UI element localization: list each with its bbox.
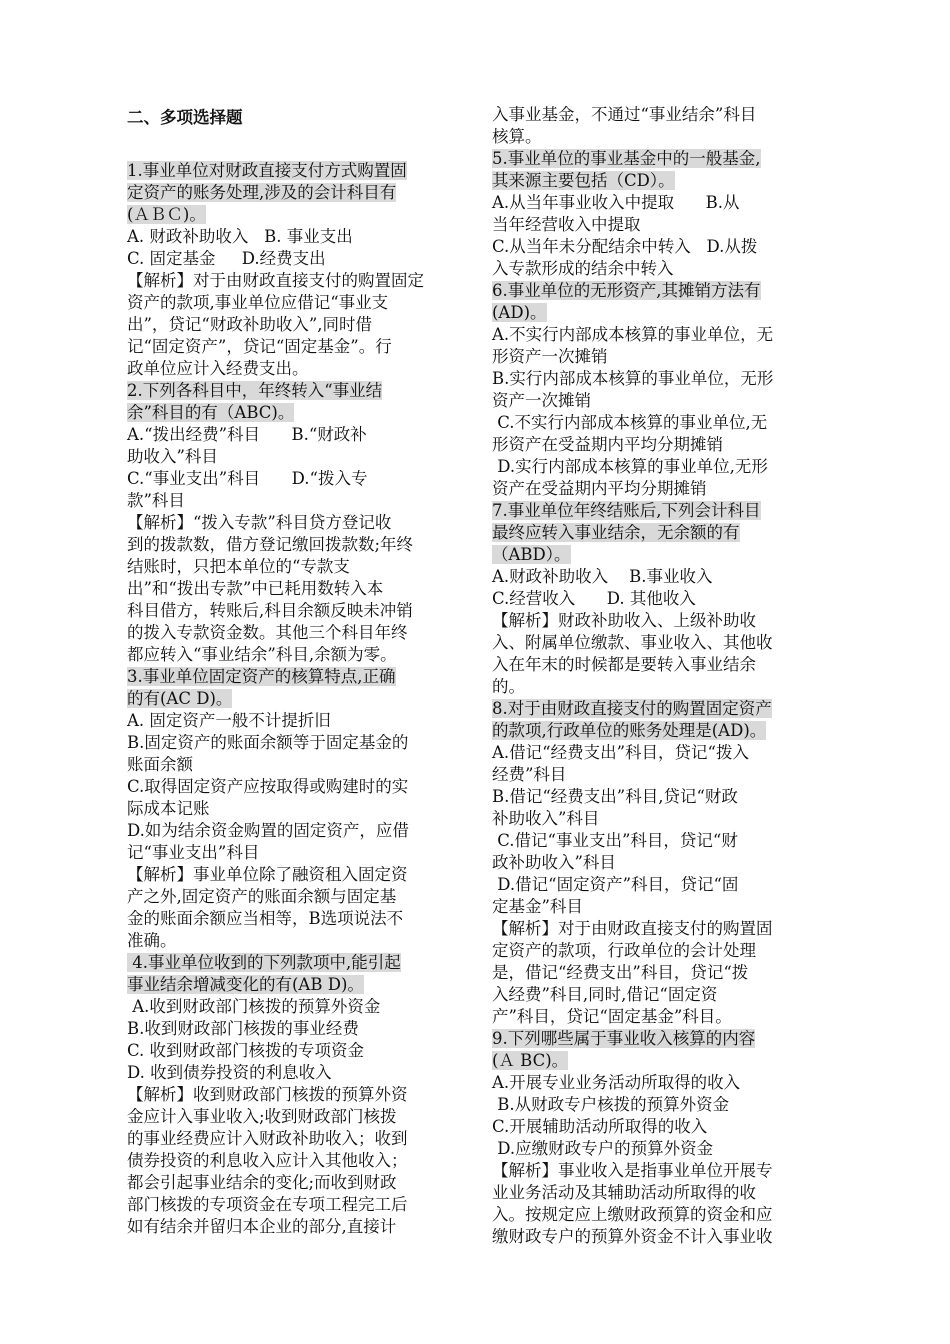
body-text-line: B.实行内部成本核算的事业单位，无形 (492, 369, 774, 388)
left-column (127, 160, 457, 1238)
question-text-line: 9.下列哪些属于事业收入核算的内容 (492, 1029, 756, 1048)
body-text-line: A. 财政补助收入 B. 事业支出 (127, 227, 353, 246)
body-text-line: 款”科目 (127, 491, 185, 510)
body-text-line: 【解析】财政补助收入、上级补助收 (492, 611, 756, 630)
body-text-line: 账面余额 (127, 755, 193, 774)
body-text-line: 形资产一次摊销 (492, 347, 608, 366)
question-text-line: 7.事业单位年终结账后,下列会计科目 (492, 501, 761, 520)
body-text-line: 助收入”科目 (127, 447, 218, 466)
question-text-line: 余”科目的有（ABC)。 (127, 403, 295, 422)
section-heading: 二、多项选择题 (127, 108, 243, 127)
body-text-line: B.借记“经费支出”科目,贷记“财政 (492, 787, 738, 806)
body-text-line: 出”和“拨出专款”中已耗用数转入本 (127, 579, 384, 598)
body-text-line: 【解析】事业单位除了融资租入固定资 (127, 865, 408, 884)
body-text-line: 准确。 (127, 931, 177, 950)
body-text-line: 结账时，只把本单位的“专款支 (127, 557, 350, 576)
body-text-line: 的。 (492, 677, 525, 696)
body-text-line: C.从当年未分配结余中转入 D.从拨 (492, 237, 758, 256)
body-text-line: 入事业基金，不通过“事业结余”科目 (492, 105, 757, 124)
body-text-line: 形资产在受益期内平均分期摊销 (492, 435, 723, 454)
body-text-line: 的拨入专款资金数。其他三个科目年终 (127, 623, 408, 642)
body-text-line: 记“事业支出”科目 (127, 843, 260, 862)
body-text-line: C.经营收入 D. 其他收入 (492, 589, 696, 608)
body-text-line: A.收到财政部门核拨的预算外资金 (127, 997, 381, 1016)
body-text-line: C. 固定基金 D.经费支出 (127, 249, 326, 268)
question-text-line: 事业结余增减变化的有(AB D)。 (127, 975, 364, 994)
question-text-line: (ＡＢＣ)。 (127, 205, 206, 224)
body-text-line: D.如为结余资金购置的固定资产，应借 (127, 821, 409, 840)
body-text-line: A. 固定资产一般不计提折旧 (127, 711, 331, 730)
question-text-line: 其来源主要包括（CD）。 (492, 171, 675, 190)
question-text-line: 8.对于由财政直接支付的购置固定资产 (492, 699, 772, 718)
body-text-line: 产”科目，贷记“固定基金”科目。 (492, 1007, 732, 1026)
body-text-line: A.“拨出经费”科目 B.“财政补 (127, 425, 367, 444)
body-text-line: B.固定资产的账面余额等于固定基金的 (127, 733, 409, 752)
body-text-line: 核算。 (492, 127, 542, 146)
body-text-line: 都会引起事业结余的变化;而收到财政 (127, 1173, 397, 1192)
body-text-line: C.“事业支出”科目 D.“拨入专 (127, 469, 368, 488)
body-text-line: A.开展专业业务活动所取得的收入 (492, 1073, 741, 1092)
body-text-line: A.财政补助收入 B.事业收入 (492, 567, 713, 586)
body-text-line: 【解析】“拨入专款”科目贷方登记收 (127, 513, 392, 532)
question-text-line: 3.事业单位固定资产的核算特点,正确 (127, 667, 396, 686)
body-text-line: 出”，贷记“财政补助收入”,同时借 (127, 315, 373, 334)
body-text-line: 补助收入”科目 (492, 809, 600, 828)
body-text-line: 定基金”科目 (492, 897, 583, 916)
body-text-line: 当年经营收入中提取 (492, 215, 641, 234)
body-text-line: 入、附属单位缴款、事业收入、其他收 (492, 633, 773, 652)
body-text-line: C.借记“事业支出”科目，贷记“财 (492, 831, 738, 850)
body-text-line: 部门核拨的专项资金在专项工程完工后 (127, 1195, 408, 1214)
body-text-line: 【解析】对于由财政直接支付的购置固 (492, 919, 773, 938)
body-text-line: A.从当年事业收入中提取 B.从 (492, 193, 740, 212)
right-column (492, 104, 822, 1248)
body-text-line: 金的账面余额应当相等，B选项说法不 (127, 909, 404, 928)
body-text-line: 如有结余并留归本企业的部分,直接计 (127, 1217, 397, 1236)
body-text-line: A.不实行内部成本核算的事业单位，无 (492, 325, 774, 344)
body-text-line: D.应缴财政专户的预算外资金 (492, 1139, 714, 1158)
question-text-line: (AD)。 (492, 303, 547, 322)
body-text-line: C. 收到财政部门核拨的专项资金 (127, 1041, 365, 1060)
body-text-line: 科目借方，转账后,科目余额反映未冲销 (127, 601, 413, 620)
question-text-line: 的款项,行政单位的账务处理是(AD)。 (492, 721, 767, 740)
question-text-line: 最终应转入事业结余，无余额的有 (492, 523, 740, 542)
body-text-line: D.借记“固定资产”科目，贷记“固 (492, 875, 739, 894)
body-text-line: 定资产的款项，行政单位的会计处理 (492, 941, 756, 960)
body-text-line: B.从财政专户核拨的预算外资金 (492, 1095, 730, 1114)
body-text-line: 际成本记账 (127, 799, 210, 818)
body-text-line: 缴财政专户的预算外资金不计入事业收 (492, 1227, 773, 1246)
question-text-line: 5.事业单位的事业基金中的一般基金, (492, 149, 761, 168)
body-text-line: 资产在受益期内平均分期摊销 (492, 479, 707, 498)
question-text-line: 4.事业单位收到的下列款项中,能引起 (127, 953, 401, 972)
body-text-line: 到的拨款数，借方登记缴回拨款数;年终 (127, 535, 414, 554)
question-text-line: 2.下列各科目中，年终转入“事业结 (127, 381, 383, 400)
question-text-line: 定资产的账务处理,涉及的会计科目有 (127, 183, 397, 202)
body-text-line: 入专款形成的结余中转入 (492, 259, 674, 278)
body-text-line: 的事业经费应计入财政补助收入；收到 (127, 1129, 408, 1148)
body-text-line: 政单位应计入经费支出。 (127, 359, 309, 378)
body-text-line: D.实行内部成本核算的事业单位,无形 (492, 457, 768, 476)
question-text-line: 1.事业单位对财政直接支付方式购置固 (127, 161, 407, 180)
body-text-line: A.借记“经费支出”科目，贷记“拨入 (492, 743, 749, 762)
question-text-line: （ABD）。 (492, 545, 571, 564)
body-text-line: 【解析】事业收入是指事业单位开展专 (492, 1161, 773, 1180)
body-text-line: 都应转入“事业结余”科目,余额为零。 (127, 645, 397, 664)
body-text-line: C.开展辅助活动所取得的收入 (492, 1117, 708, 1136)
question-text-line: (Ａ BC)。 (492, 1051, 569, 1070)
body-text-line: 入。按规定应上缴财政预算的资金和应 (492, 1205, 773, 1224)
body-text-line: B.收到财政部门核拨的事业经费 (127, 1019, 359, 1038)
question-text-line: 6.事业单位的无形资产,其摊销方法有 (492, 281, 761, 300)
body-text-line: 债券投资的利息收入应计入其他收入； (127, 1151, 408, 1170)
body-text-line: C.不实行内部成本核算的事业单位,无 (492, 413, 768, 432)
body-text-line: D. 收到债券投资的利息收入 (127, 1063, 332, 1082)
body-text-line: 资产的款项,事业单位应借记“事业支 (127, 293, 389, 312)
body-text-line: 【解析】对于由财政直接支付的购置固定 (127, 271, 424, 290)
body-text-line: 产之外,固定资产的账面余额与固定基 (127, 887, 397, 906)
body-text-line: 政补助收入”科目 (492, 853, 616, 872)
body-text-line: 记“固定资产”，贷记“固定基金”。行 (127, 337, 392, 356)
body-text-line: 经费”科目 (492, 765, 567, 784)
body-text-line: C.取得固定资产应按取得或购建时的实 (127, 777, 409, 796)
question-text-line: 的有(AC D)。 (127, 689, 233, 708)
body-text-line: 【解析】收到财政部门核拨的预算外资 (127, 1085, 408, 1104)
body-text-line: 入在年末的时候都是要转入事业结余 (492, 655, 756, 674)
body-text-line: 入经费”科目,同时,借记“固定资 (492, 985, 718, 1004)
body-text-line: 是，借记“经费支出”科目，贷记“拨 (492, 963, 749, 982)
body-text-line: 业业务活动及其辅助活动所取得的收 (492, 1183, 756, 1202)
body-text-line: 资产一次摊销 (492, 391, 591, 410)
body-text-line: 金应计入事业收入;收到财政部门核拨 (127, 1107, 397, 1126)
